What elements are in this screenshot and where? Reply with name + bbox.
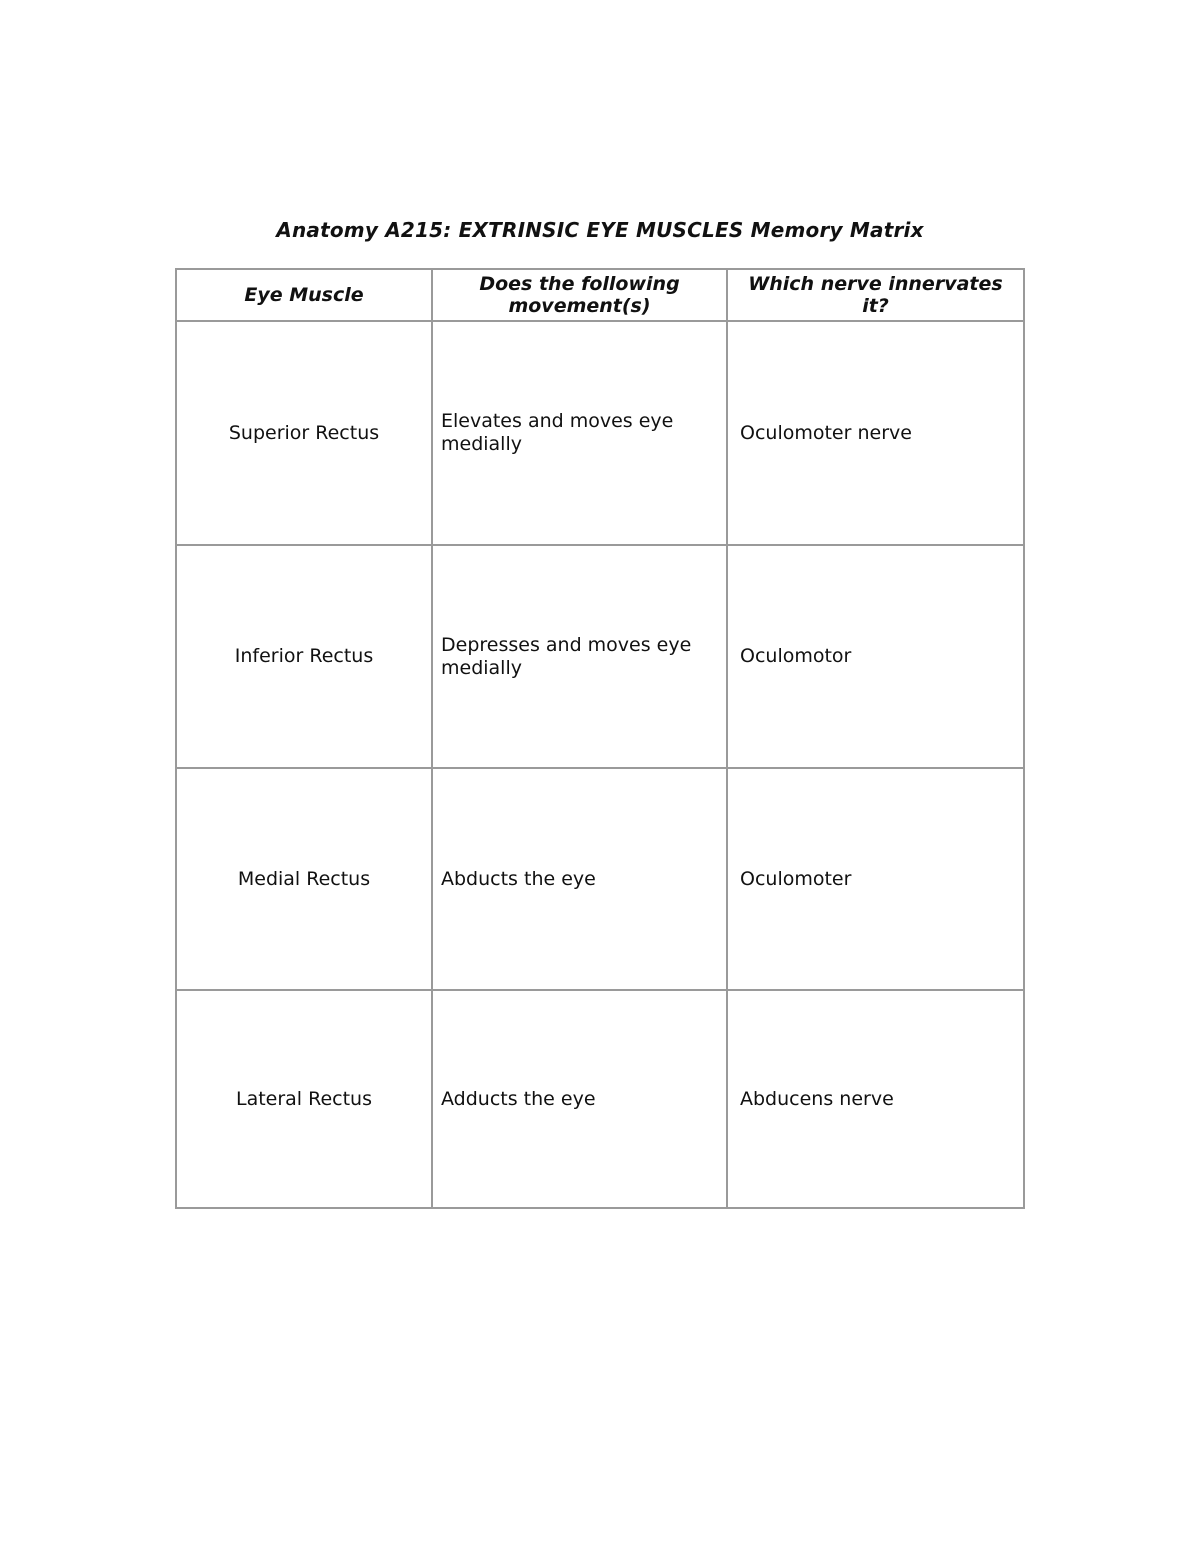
muscle-cell: Inferior Rectus <box>176 545 432 768</box>
nerve-cell: Abducens nerve <box>727 990 1024 1208</box>
nerve-cell: Oculomotor <box>727 545 1024 768</box>
table-row <box>176 990 1024 1208</box>
muscle-cell: Medial Rectus <box>176 768 432 990</box>
movement-cell: Abducts the eye <box>432 768 727 990</box>
muscle-cell: Lateral Rectus <box>176 990 432 1208</box>
table-row <box>176 321 1024 545</box>
movement-cell: Adducts the eye <box>432 990 727 1208</box>
header-nerve: Which nerve innervates it? <box>727 269 1024 321</box>
header-movement: Does the following movement(s) <box>432 269 727 321</box>
nerve-cell: Oculomoter <box>727 768 1024 990</box>
muscle-cell: Superior Rectus <box>176 321 432 545</box>
memory-matrix-table <box>175 268 1025 1209</box>
nerve-cell: Oculomoter nerve <box>727 321 1024 545</box>
document-title: Anatomy A215: EXTRINSIC EYE MUSCLES Memory Matrix <box>276 218 924 242</box>
movement-cell: Elevates and moves eye medially <box>432 321 727 545</box>
movement-cell: Depresses and moves eye medially <box>432 545 727 768</box>
header-eye-muscle: Eye Muscle <box>176 269 432 321</box>
table-header-row <box>176 269 1024 321</box>
table-row <box>176 545 1024 768</box>
table-row <box>176 768 1024 990</box>
